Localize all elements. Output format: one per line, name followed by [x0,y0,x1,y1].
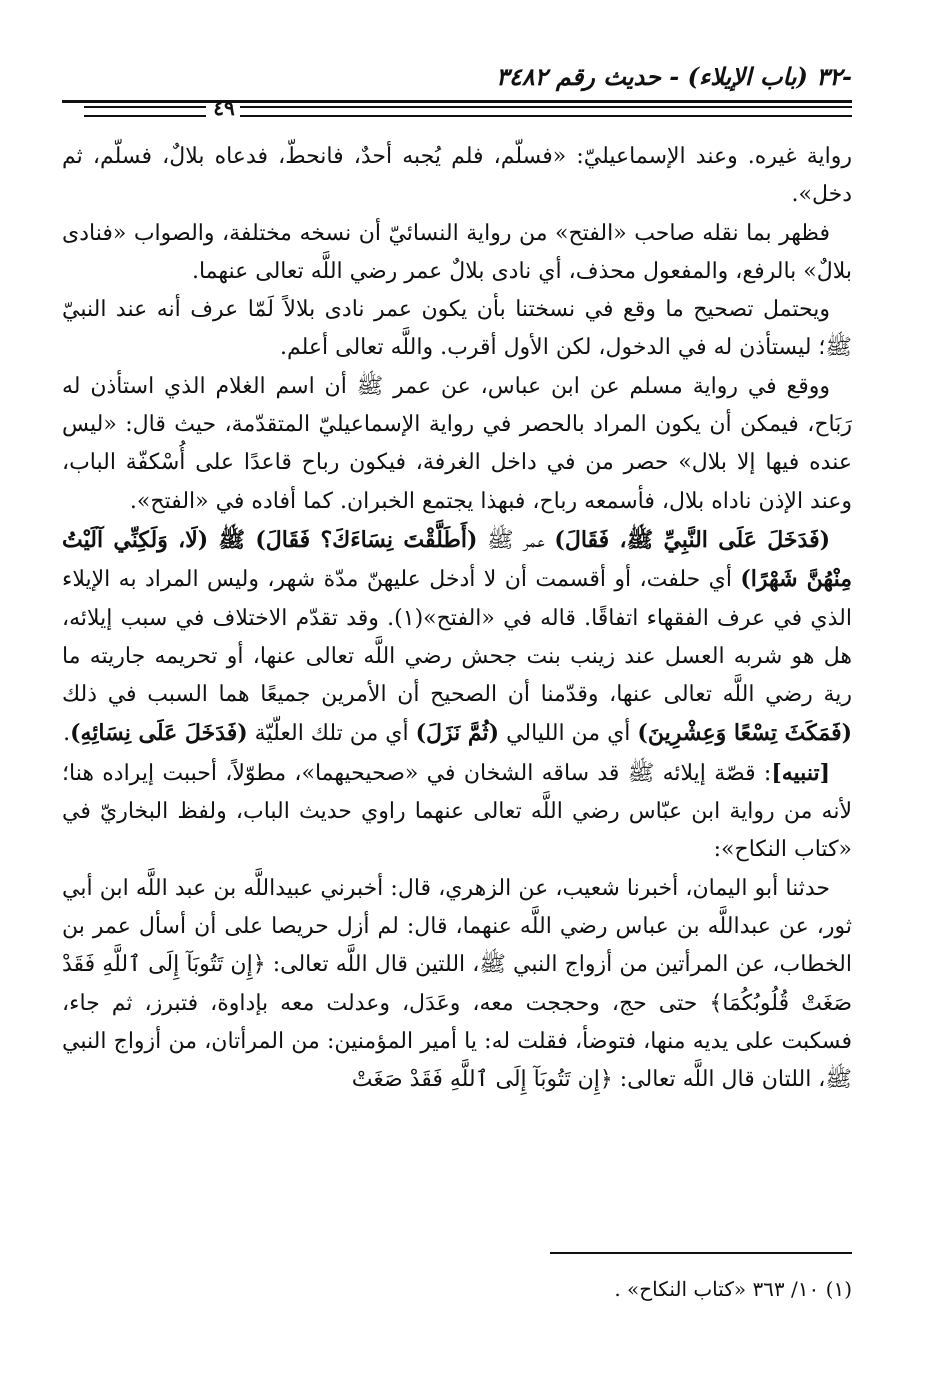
paragraph-3: ويحتمل تصحيح ما وقع في نسختنا بأن يكون عمر نادى بلالاً لَمّا عرف أنه عند النبيّ ﷺ؛ ليستأذن له في الدخول، لكن الأول أقرب. واللَّه تعالى أعلم. [62,297,852,361]
header-rule [62,100,852,103]
paragraph-6 [62,754,852,870]
main-text [62,138,852,1099]
book-page [62,62,852,1352]
paragraph-1: رواية غيره. وعند الإسماعيليّ: «فسلّم، فلم يُجبه أحدٌ، فانحطّ، فدعاه بلالٌ، فسلّم، ثم دخل». [62,144,852,208]
commentary-text: أي حلفت، أو أقسمت أن لا أدخل عليهنّ مدّة شهر، وليس المراد به الإيلاء الذي في عرف الفقهاء اتفاقًا. قاله في «الفتح»(١). وقد تقدّم الاختلاف في سبب إيلائه، هل هو شربه العسل عند زينب بنت جحش رضي اللَّه تعالى عنها، أو تحريمه جاريته ما رية رضي اللَّه تعالى عنها، وقدّمنا أن الصحيح أن الأمرين جميعًا هما السبب في ذلك [62,567,852,708]
commentary-text: عمر ﷺ [477,527,555,553]
hadith-quote: (فَدَخَلَ عَلَى نِسَائِهِ) [70,720,248,747]
footnote-separator [550,1252,852,1254]
paragraph-2: فظهر بما نقله صاحب «الفتح» من رواية النسائيّ أن نسخه مختلفة، والصواب «فنادى بلالٌ» بالرفع، والمفعول محذف، أي نادى بلالٌ عمر رضي اللَّه تعالى عنهما. [62,220,852,284]
commentary-text: أي من الليالي [499,721,638,747]
paragraph-4: ووقع في رواية مسلم عن ابن عباس، عن عمر ﷺ أن اسم الغلام الذي استأذن له رَبَاح، فيمكن أن يكون المراد بالحصر في رواية الإسماعيليّ المتقدّمة، حيث قال: «ليس عنده فيها إلا بلال» حصر من في داخل الغرفة، فيكون رباح قاعدًا على أُسْكفّة الباب، وعند الإذن ناداه بلال، فأسمعه رباح، فبهذا يجتمع الخبران. كما أفاده في «الفتح». [62,373,852,514]
hadith-quote: (فَمَكَثَ تِسْعًا وَعِشْرِينَ) [637,720,852,747]
header-double-rule-left [84,106,206,117]
header-title: -٣٢ (باب الإيلاء) - حديث رقم ٣٤٨٢ [495,62,852,91]
note-text: : قصّة إيلائه ﷺ قد ساقه الشخان في «صحيحيهما»، مطوّلاً، أحببت إيراده هنا؛ لأنه من رواية ابن عبّاس رضي اللَّه تعالى عنهما راوي حديث الباب، ولفظ البخاريّ في «كتاب النكاح»: [62,760,852,863]
hadith-quote: (أَطَلَّقْتَ نِسَاءَكَ؟ فَقَالَ) ﷺ (لَا، وَلَكِنِّي آلَيْتُ مِنْهُنَّ شَهْرًا) [62,526,852,593]
hadith-quote: (ثُمَّ نَزَلَ) [415,720,500,747]
commentary-text: أي من تلك العلّيّة [247,721,416,747]
paragraph-5 [62,521,852,754]
footnote: (١) ١٠/ ٣٦٣ «كتاب النكاح» . [614,1277,852,1301]
paragraph-7: حدثنا أبو اليمان، أخبرنا شعيب، عن الزهري، قال: أخبرني عبيداللَّه بن عبد اللَّه ابن أبي ثور، عن عبداللَّه بن عباس رضي اللَّه عنهما، قال: لم أزل حريصا على أن أسأل عمر بن الخطاب، عن المرأتين من أزواج النبي ﷺ، اللتين قال اللَّه تعالى: ﴿إِن تَتُوبَآ إِلَى ٱللَّهِ فَقَدْ صَغَتْ قُلُوبُكُمَا﴾ حتى حج، وحججت معه، وعَدَل، وعدلت معه بإداوة، فتبرز، ثم جاء، فسكبت على يديه منها، فتوضأ، فقلت له: يا أمير المؤمنين: من المرأتان، من أزواج النبي ﷺ، اللتان قال اللَّه تعالى: ﴿إِن تَتُوبَآ إِلَى ٱللَّهِ فَقَدْ صَغَتْ [62,875,852,1093]
page-number: ٤٩ [213,96,235,120]
note-label: [تنبيه] [771,759,830,786]
header-double-rule-right [240,106,852,117]
hadith-quote: (فَدَخَلَ عَلَى النَّبِيِّ ﷺ، فَقَالَ) [554,526,831,553]
running-header [62,62,852,120]
commentary-text: . [63,721,71,747]
